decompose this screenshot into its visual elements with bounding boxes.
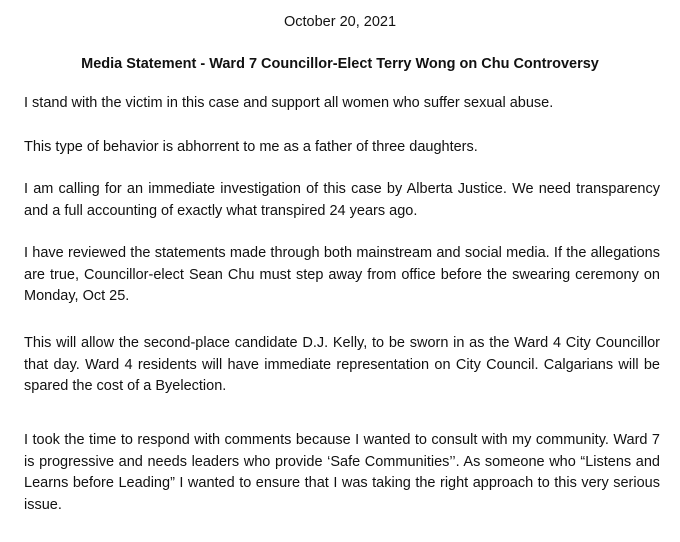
statement-date: October 20, 2021: [283, 14, 397, 30]
paragraph-1: I stand with the victim in this case and support all women who suffer sexual abuse.: [24, 95, 554, 111]
paragraph-4: I have reviewed the statements made through both mainstream and social media. If the allegations are true, Councillor-elect Sean Chu must step away from office before the swearing ceremony on Monday, Oct 25.: [24, 245, 660, 304]
paragraph-3: I am calling for an immediate investigation of this case by Alberta Justice. We need transparency and a full accounting of exactly what transpired 24 years ago.: [24, 181, 660, 219]
paragraph-5: This will allow the second-place candidate D.J. Kelly, to be sworn in as the Ward 4 City Councillor that day. Ward 4 residents will have immediate representation on City Council. Calgarians will be spared the cost of a Byelection.: [24, 335, 660, 394]
paragraph-6: I took the time to respond with comments because I wanted to consult with my community. Ward 7 is progressive and needs leaders who provide ‘Safe Communities’’. As someone who “Listens and Learns before Leading” I wanted to ensure that I was taking the right approach to this very serious issue.: [24, 432, 660, 513]
statement-title: Media Statement - Ward 7 Councillor-Elect Terry Wong on Chu Controversy: [81, 56, 599, 72]
paragraph-2: This type of behavior is abhorrent to me as a father of three daughters.: [24, 139, 478, 155]
